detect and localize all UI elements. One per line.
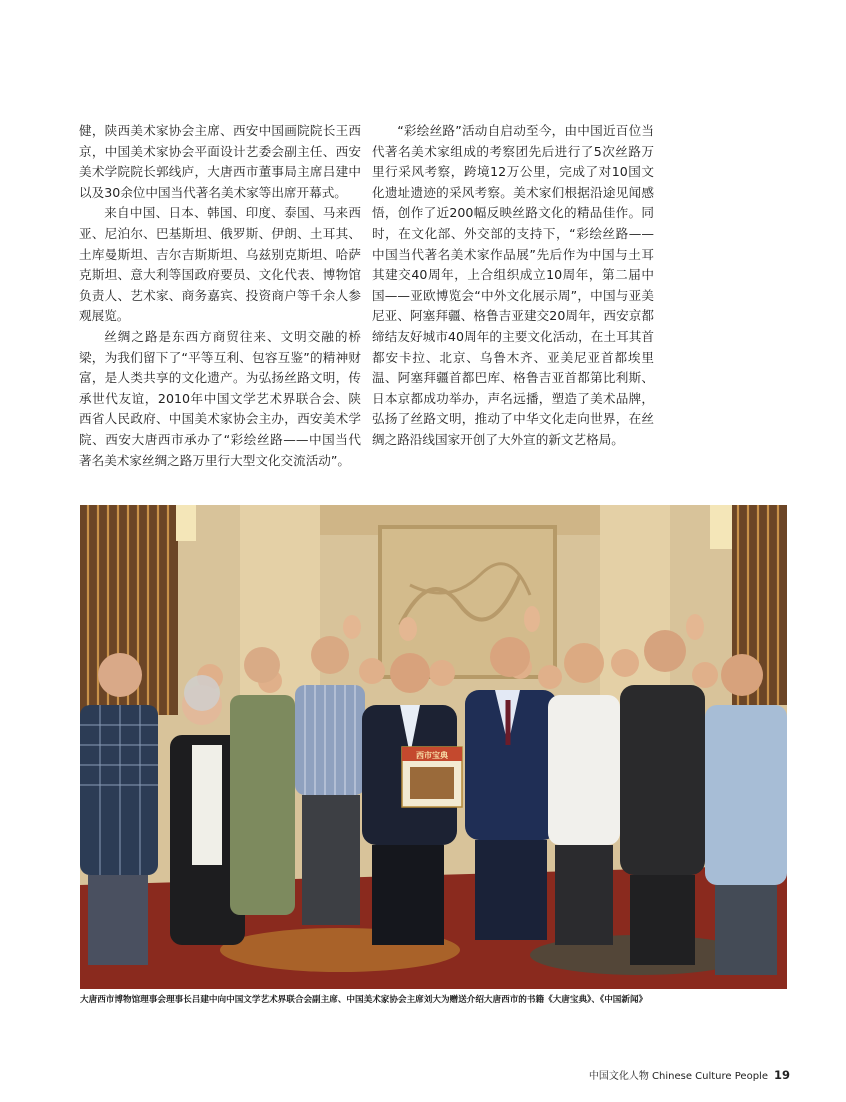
article-paragraph: 来自中国、日本、韩国、印度、泰国、马来西亚、尼泊尔、巴基斯坦、俄罗斯、伊朗、土耳其、土库曼斯坦、吉尔吉斯斯坦、乌兹别克斯坦、哈萨克斯坦、意大利等国政府要员、文化代表、博物馆负责人、艺术家、商务嘉宾、投资商户等千余人参观展览。 [79, 205, 361, 324]
page-number: 19 [773, 1068, 790, 1082]
group-photo-illustration [80, 505, 787, 989]
article-column-left [79, 121, 361, 471]
page-footer [589, 1067, 790, 1082]
article-paragraph: 丝绸之路是东西方商贸往来、文明交融的桥梁，为我们留下了“平等互利、包容互鉴”的精神财富，是人类共享的文化遗产。为弘扬丝路文明，传承世代友谊，2010年中国文学艺术界联合会、陕西省人民政府、中国美术家协会主办，西安美术学院、西安大唐西市承办了“彩绘丝路——中国当代著名美术家丝绸之路万里行大型文化交流活动”。 [79, 328, 361, 468]
article-column-right [372, 121, 654, 451]
article-paragraph: 健，陕西美术家协会主席、西安中国画院院长王西京，中国美术家协会平面设计艺委会副主任、西安美术学院院长郭线庐，大唐西市董事局主席吕建中以及30余位中国当代著名美术家等出席开幕式。 [79, 123, 361, 200]
book-title: 西市宝典 [416, 751, 448, 760]
book-gift [402, 747, 462, 807]
group-photo [80, 505, 787, 989]
photo-caption: 大唐西市博物馆理事会理事长吕建中向中国文学艺术界联合会副主席、中国美术家协会主席刘大为赠送介绍大唐西市的书籍《大唐宝典》、《中国新闻》 [80, 995, 648, 1005]
article-paragraph: “彩绘丝路”活动自启动至今，由中国近百位当代著名美术家组成的考察团先后进行了5次丝路万里行采风考察，跨境12万公里，完成了对10国文化遗址遗迹的采风考察。美术家们根据沿途见闻感悟，创作了近200幅反映丝路文化的精品佳作。同时，在文化部、外交部的支持下，“彩绘丝路——中国当代著名美术家作品展”先后作为中国与土耳其建交40周年，上合组织成立10周年，第二届中国——亚欧博览会“中外文化展示周”，中国与亚美尼亚、阿塞拜疆、格鲁吉亚建交20周年，西安京都缔结友好城市40周年的主要文化活动，在土耳其首都安卡拉、北京、乌鲁木齐、亚美尼亚首都埃里温、阿塞拜疆首都巴库、格鲁吉亚首都第比利斯、日本京都成功举办，声名远播，塑造了美术品牌，弘扬了丝路文明，推动了中华文化走向世界，在丝绸之路沿线国家开创了大外宣的新文艺格局。 [372, 123, 654, 447]
publication-name: 中国文化人物 Chinese Culture People [588, 1071, 768, 1082]
